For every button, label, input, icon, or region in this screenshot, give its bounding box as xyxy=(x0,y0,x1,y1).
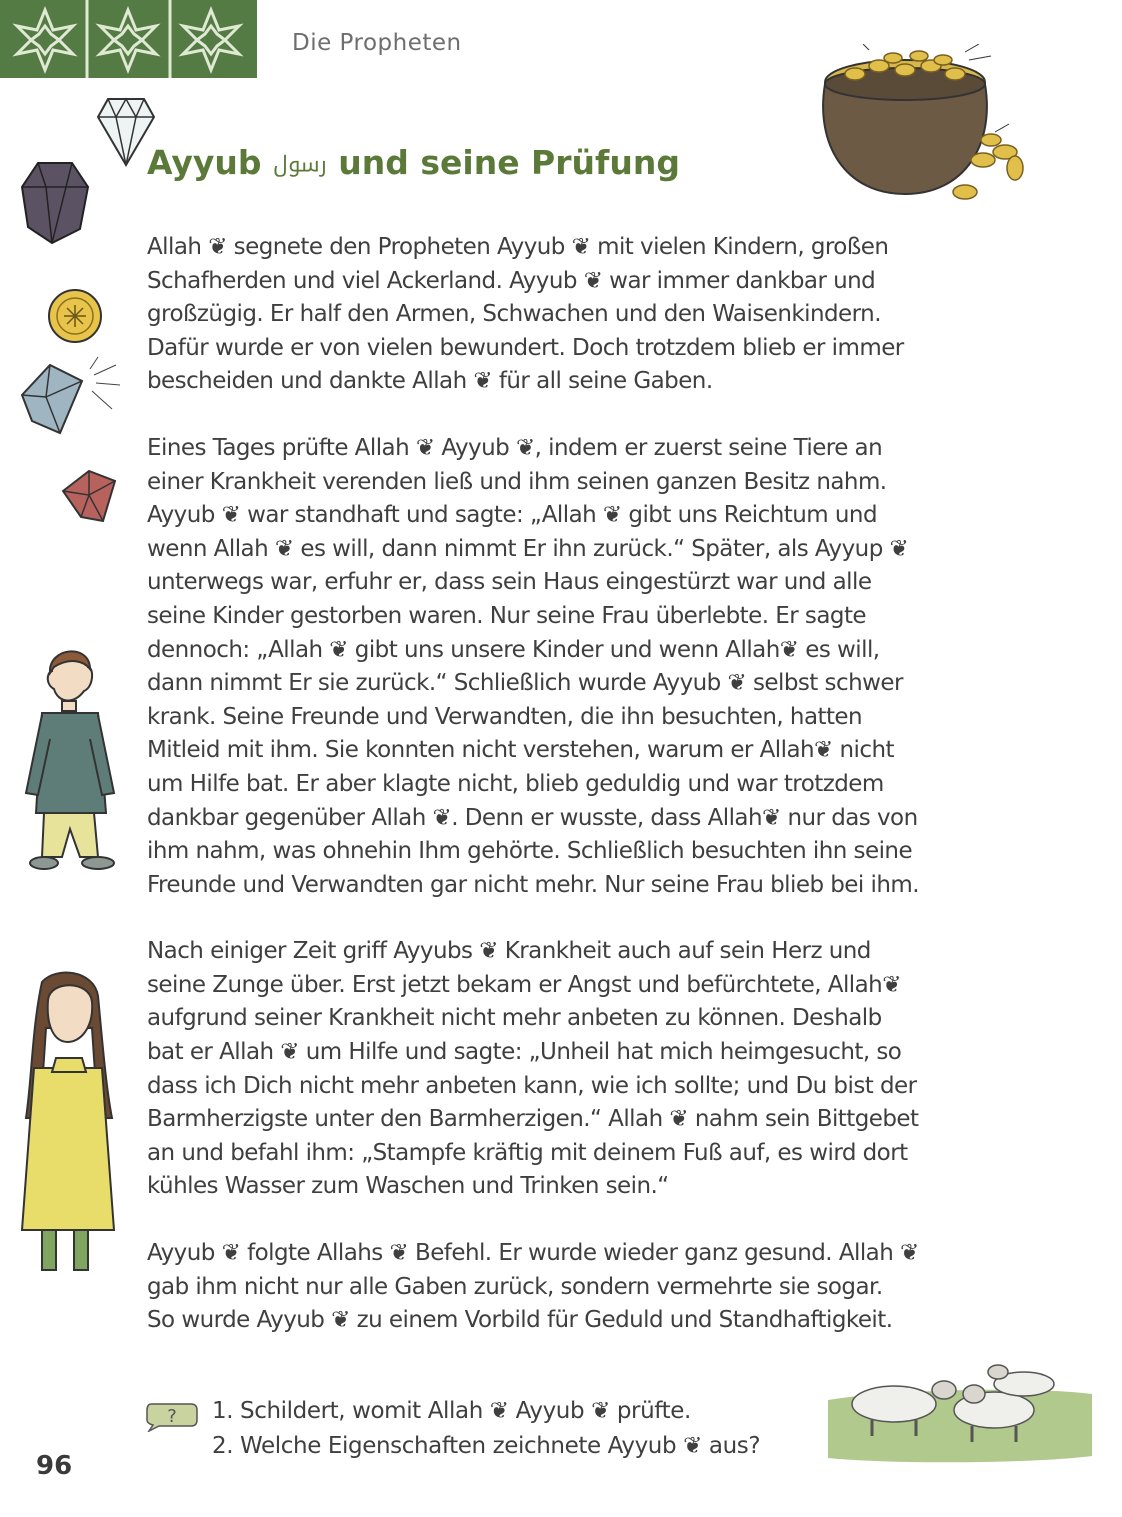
story-text xyxy=(147,231,997,1371)
title-blessing-glyph: ﷶ xyxy=(273,152,327,178)
boy-figure-icon xyxy=(14,643,124,875)
coin-icon xyxy=(44,285,106,347)
section-label: Die Propheten xyxy=(292,30,462,56)
title-name: Ayyub xyxy=(147,143,262,182)
page-number: 96 xyxy=(36,1451,73,1481)
task-item-1: 1. Schildert, womit Allah ❦ Ayyub ❦ prüfte. xyxy=(212,1398,691,1424)
star-pattern-icon xyxy=(0,0,257,78)
task-item-2: 2. Welche Eigenschaften zeichnete Ayyub ❦ aus? xyxy=(212,1433,761,1459)
blue-gem-icon xyxy=(16,355,122,439)
header-banner xyxy=(0,0,257,78)
page-title xyxy=(147,143,680,186)
dark-gem-icon xyxy=(18,157,94,247)
sheep-icon xyxy=(828,1360,1094,1468)
question-bubble-icon xyxy=(145,1398,199,1432)
paragraph-3: Nach einiger Zeit griff Ayyubs ❦ Krankheit auch auf sein Herz und seine Zunge über. Erst jetzt bekam er Angst und befürchtete, Allah❦ aufgrund seiner Krankheit nicht mehr anbeten zu können. Deshalb bat er Allah ❦ um Hilfe und sagte: „Unheil hat mich heimgesucht, so dass ich Dich nicht mehr anbeten kann, wie ich sollte; und Du bist der Barmherzigste unter den Barmherzigen.“ Allah ❦ nahm sein Bittgebet an und befahl ihm: „Stampfe kräftig mit deinem Fuß auf, es wird dort kühles Wasser zum Waschen und Trinken sein.“ xyxy=(147,938,919,1200)
paragraph-1: Allah ❦ segnete den Propheten Ayyub ❦ mit vielen Kindern, großen Schafherden und viel Ackerland. Ayyub ❦ war immer dankbar und großzügig. Er half den Armen, Schwachen und den Waisenkindern. Dafür wurde er von vielen bewundert. Doch trotzdem blieb er immer bescheiden und dankte Allah ❦ für all seine Gaben. xyxy=(147,234,904,395)
title-rest: und seine Prüfung xyxy=(338,143,680,182)
red-gem-icon xyxy=(55,465,123,527)
girl-figure-icon xyxy=(12,968,122,1280)
paragraph-2: Eines Tages prüfte Allah ❦ Ayyub ❦, indem er zuerst seine Tiere an einer Krankheit verenden ließ und ihm seinen ganzen Besitz nahm. Ayyub ❦ war standhaft und sagte: „Allah ❦ gibt uns Reichtum und wenn Allah ❦ es will, dann nimmt Er ihn zurück.“ Später, als Ayyup ❦ unterwegs war, erfuhr er, dass sein Haus eingestürzt war und alle seine Kinder gestorben waren. Nur seine Frau überlebte. Er sagte dennoch: „Allah ❦ gibt uns unsere Kinder und wenn Allah❦ es will, dann nimmt Er sie zurück.“ Schließlich wurde Ayyub ❦ selbst schwer krank. Seine Freunde und Verwandten, die ihn besuchten, hatten Mitleid mit ihm. Sie konnten nicht verstehen, warum er Allah❦ nicht um Hilfe bat. Er aber klagte nicht, blieb geduldig und war trotzdem dankbar gegenüber Allah ❦. Denn er wusste, dass Allah❦ nur das von ihm nahm, was ohnehin Ihm gehörte. Schließlich besuchten ihn seine Freunde und Verwandten gar nicht mehr. Nur seine Frau blieb bei ihm. xyxy=(147,434,919,898)
paragraph-4: Ayyub ❦ folgte Allahs ❦ Befehl. Er wurde wieder ganz gesund. Allah ❦ gab ihm nicht nur alle Gaben zurück, sondern vermehrte sie sogar. So wurde Ayyub ❦ zu einem Vorbild für Geduld und Standhaftigkeit. xyxy=(147,1240,919,1334)
pot-of-gold-icon xyxy=(815,44,1031,210)
question-mark: ? xyxy=(167,1406,177,1427)
task-list xyxy=(212,1394,760,1464)
